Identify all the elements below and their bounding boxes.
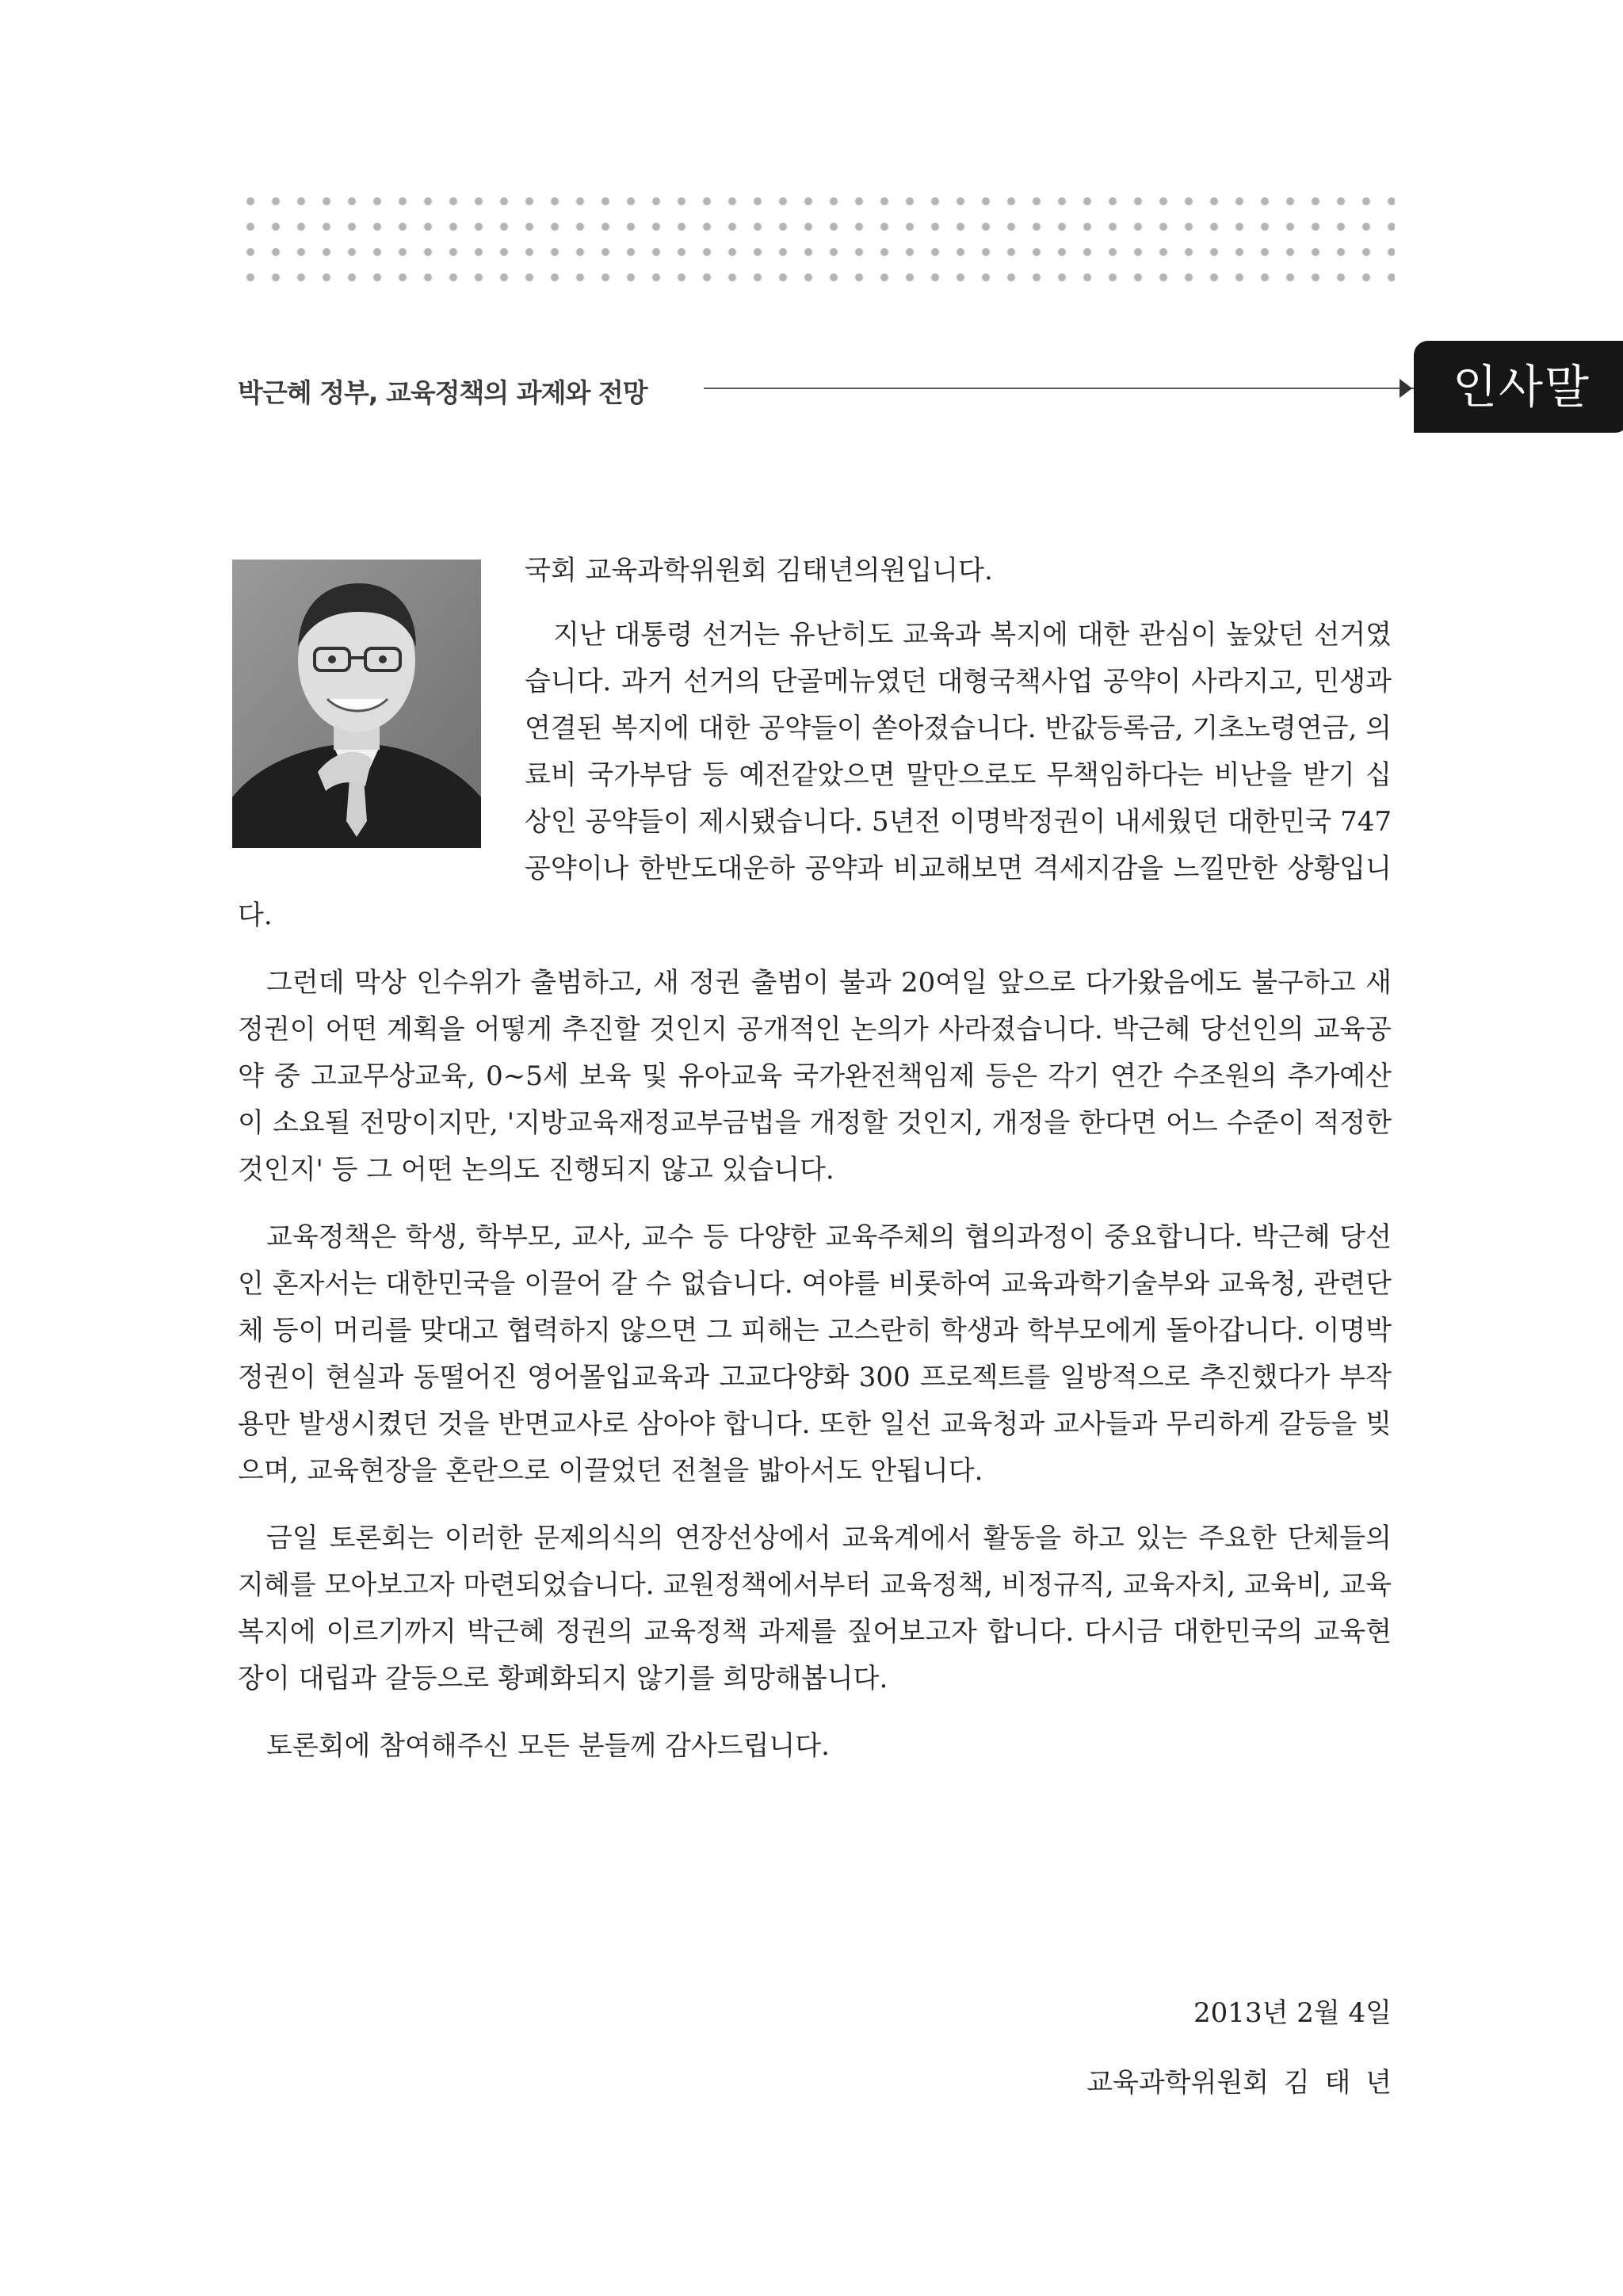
arrow-icon bbox=[1400, 379, 1412, 398]
paragraph: 그런데 막상 인수위가 출범하고, 새 정권 출범이 불과 20여일 앞으로 다가왔음에도 불구하고 새 정권이 어떤 계획을 어떻게 추진할 것인지 공개적인 논의가 사라졌습니다. 박근혜 당선인의 교육공약 중 고교무상교육, 0~5세 보육 및 유아교육 국가완전책임제 등은 각기 연간 수조원의 추가예산이 소요될 전망이지만, '지방교육재정교부금법을 개정할 것인지, 개정을 한다면 어느 수준이 적정한 것인지' 등 그 어떤 논의도 진행되지 않고 있습니다. bbox=[238, 967, 1392, 1186]
section-badge: 인사말 bbox=[1414, 341, 1623, 433]
paragraph: 토론회에 참여해주신 모든 분들께 감사드립니다. bbox=[266, 1730, 830, 1762]
paragraph: 금일 토론회는 이러한 문제의식의 연장선상에서 교육계에서 활동을 하고 있는 주요한 단체들의 지혜를 모아보고자 마련되었습니다. 교원정책에서부터 교육정책, 비정규직, 교육자치, 교육비, 교육복지에 이르기까지 박근혜 정권의 교육정책 과제를 짚어보고자 합니다. 다시금 대한민국의 교육현장이 대립과 갈등으로 황폐화되지 않기를 희망해봅니다. bbox=[238, 1522, 1392, 1694]
photo-wrap-spacer bbox=[238, 612, 525, 846]
decorative-dot-pattern bbox=[238, 189, 1395, 284]
letter-signature: 교육과학위원회 김 태 년 bbox=[1086, 2067, 1392, 2099]
header-divider-line bbox=[704, 388, 1415, 389]
page-header bbox=[238, 341, 1591, 433]
letter-body bbox=[238, 612, 1392, 1790]
paragraph: 교육정책은 학생, 학부모, 교사, 교수 등 다양한 교육주체의 협의과정이 중요합니다. 박근혜 당선인 혼자서는 대한민국을 이끌어 갈 수 없습니다. 여야를 비롯하여 교육과학기술부와 교육청, 관련단체 등이 머리를 맞대고 협력하지 않으면 그 피해는 고스란히 학생과 학부모에게 돌아갑니다. 이명박 정권이 현실과 동떨어진 영어몰입교육과 고교다양화 300 프로젝트를 일방적으로 추진했다가 부작용만 발생시켰던 것을 반면교사로 삼아야 합니다. 또한 일선 교육청과 교사들과 무리하게 갈등을 빚으며, 교육현장을 혼란으로 이끌었던 전철을 밟아서도 안됩니다. bbox=[238, 1221, 1392, 1487]
greeting-line: 국회 교육과학위원회 김태년의원입니다. bbox=[525, 555, 993, 586]
letter-date: 2013년 2월 4일 bbox=[1193, 1997, 1392, 2029]
paragraph: 지난 대통령 선거는 유난히도 교육과 복지에 대한 관심이 높았던 선거였습니다. 과거 선거의 단골메뉴였던 대형국책사업 공약이 사라지고, 민생과 연결된 복지에 대한 공약들이 쏟아졌습니다. 반값등록금, 기초노령연금, 의료비 국가부담 등 예전같았으면 말만으로도 무책임하다는 비난을 받기 십상인 공약들이 제시됐습니다. 5년전 이명박정권이 내세웠던 대한민국 747 공약이나 한반도대운하 공약과 비교해보면 격세지감을 느낄만한 상황입니다. bbox=[238, 619, 1392, 931]
document-title: 박근혜 정부, 교육정책의 과제와 전망 bbox=[238, 377, 647, 408]
